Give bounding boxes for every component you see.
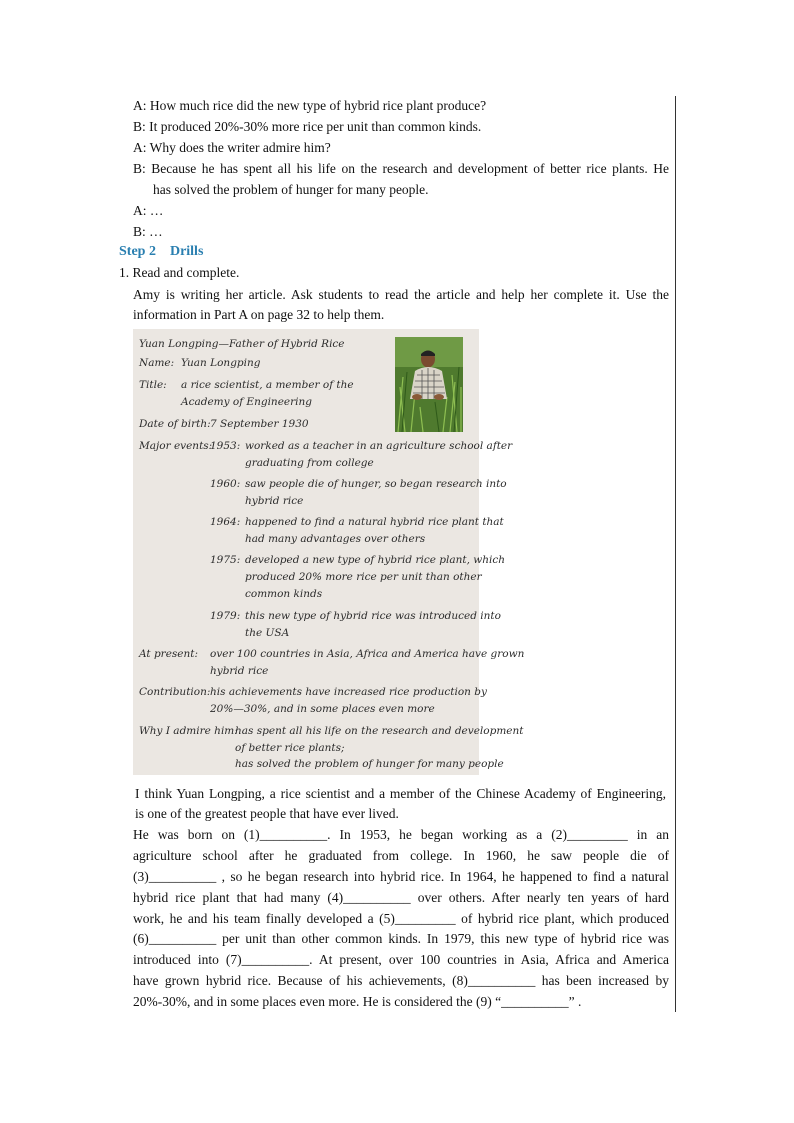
card-value: of better rice plants; xyxy=(235,742,345,754)
event-text: developed a new type of hybrid rice plant, which xyxy=(245,554,506,566)
card-value: over 100 countries in Asia, Africa and America have grown xyxy=(210,648,525,660)
task-intro: information in Part A on page 32 to help them. xyxy=(133,307,385,322)
article-line: 20%-30%, and in some places even more. He is considered the (9) “__________” . xyxy=(133,994,582,1009)
task-intro: Amy is writing her article. Ask students to read the article and help her complete it. Use the xyxy=(133,287,669,302)
article-line: have grown hybrid rice. Because of his achievements, (8)__________ has been increased by xyxy=(133,973,669,988)
scientist-photo xyxy=(395,337,463,432)
article-line: work, he and his team finally developed a (5)_________ of hybrid rice plant, which produced xyxy=(133,911,669,926)
dialogue-line: B: Because he has spent all his life on the research and development of better rice plants. He xyxy=(133,161,669,176)
dialogue-line: A: … xyxy=(133,203,164,218)
step-label: Step 2 xyxy=(119,244,156,259)
dialogue-line: B: It produced 20%-30% more rice per unit than common kinds. xyxy=(133,119,482,134)
margin-rule xyxy=(675,96,676,1012)
card-value: has spent all his life on the research and development xyxy=(235,725,524,737)
step-title: Drills xyxy=(169,244,204,259)
event-text: common kinds xyxy=(245,588,323,600)
article-line: agriculture school after he graduated from college. In 1960, he saw people die of xyxy=(133,848,669,863)
card-value: 20%—30%, and in some places even more xyxy=(210,703,435,715)
dialogue-line: A: Why does the writer admire him? xyxy=(133,140,331,155)
card-header: Yuan Longping—Father of Hybrid Rice xyxy=(139,338,345,350)
card-label: Contribution: xyxy=(139,686,211,698)
event-year: 1979: xyxy=(210,610,241,622)
dialogue-line: B: … xyxy=(133,224,163,239)
card-value: 7 September 1930 xyxy=(210,418,309,430)
article-line: (6)__________ per unit than other common kinds. In 1979, this new type of hybrid rice was xyxy=(133,931,669,946)
event-text: hybrid rice xyxy=(245,495,304,507)
card-value: Yuan Longping xyxy=(181,357,261,369)
card-value: his achievements have increased rice production by xyxy=(210,686,487,698)
card-value: hybrid rice xyxy=(210,665,269,677)
event-year: 1953: xyxy=(210,440,241,452)
article-line: hybrid rice plant that had many (4)__________ over others. After nearly ten years of hard xyxy=(133,890,669,905)
card-value: has solved the problem of hunger for many people xyxy=(235,758,504,770)
article-line: is one of the greatest people that have ever lived. xyxy=(135,806,399,821)
card-label: Why I admire him: xyxy=(139,725,238,737)
dialogue-line: has solved the problem of hunger for many people. xyxy=(153,182,429,197)
event-text: had many advantages over others xyxy=(245,533,426,545)
event-year: 1975: xyxy=(210,554,241,566)
card-label: Name: xyxy=(139,357,175,369)
event-text: graduating from college xyxy=(245,457,374,469)
card-value: a rice scientist, a member of the xyxy=(181,379,354,391)
article-line: (3)__________ , so he began research into hybrid rice. In 1964, he happened to find a natural xyxy=(133,869,669,884)
article-line: I think Yuan Longping, a rice scientist and a member of the Chinese Academy of Engineering, xyxy=(135,786,666,801)
card-label: Date of birth: xyxy=(139,418,211,430)
event-text: saw people die of hunger, so began research into xyxy=(245,478,507,490)
task-title: 1. Read and complete. xyxy=(119,265,240,280)
event-year: 1964: xyxy=(210,516,241,528)
card-label: Title: xyxy=(139,379,167,391)
event-text: worked as a teacher in an agriculture school after xyxy=(245,440,513,452)
card-label: Major events: xyxy=(139,440,213,452)
card-value: Academy of Engineering xyxy=(181,396,312,408)
event-text: this new type of hybrid rice was introduced into xyxy=(245,610,501,622)
dialogue-line: A: How much rice did the new type of hybrid rice plant produce? xyxy=(133,98,487,113)
event-year: 1960: xyxy=(210,478,241,490)
event-text: produced 20% more rice per unit than other xyxy=(245,571,482,583)
step-heading xyxy=(119,244,203,260)
article-line: He was born on (1)__________. In 1953, he began working as a (2)_________ in an xyxy=(133,827,669,842)
card-label: At present: xyxy=(139,648,199,660)
event-text: the USA xyxy=(245,627,290,639)
article-line: introduced into (7)__________. At present, over 100 countries in Asia, Africa and America xyxy=(133,952,669,967)
event-text: happened to find a natural hybrid rice plant that xyxy=(245,516,504,528)
